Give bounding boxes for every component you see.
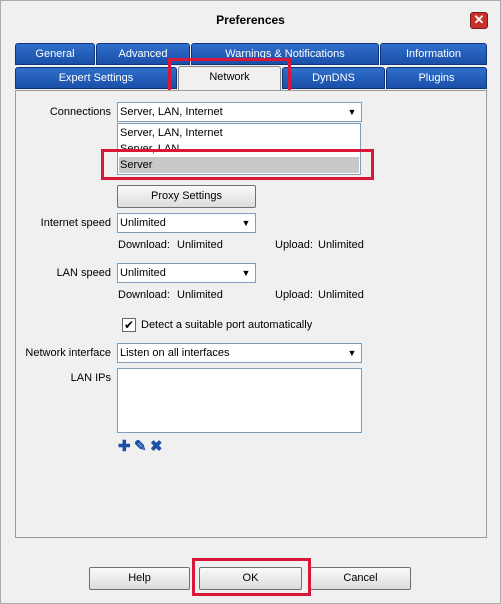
lan-speed-label: LAN speed: [56, 267, 111, 279]
chevron-down-icon[interactable]: ▼: [347, 107, 357, 117]
internet-download-value: Unlimited: [177, 239, 223, 251]
server-option-highlight: [101, 149, 374, 180]
checkmark-icon: ✔: [123, 318, 135, 332]
tab-general[interactable]: General: [15, 43, 95, 65]
internet-upload-label: Upload:: [275, 239, 313, 251]
connections-label: Connections: [49, 106, 111, 118]
detect-port-label: Detect a suitable port automatically: [141, 319, 313, 331]
tab-warnings-notifications[interactable]: Warnings & Notifications: [191, 43, 379, 65]
lan-upload-label: Upload:: [275, 289, 313, 301]
lan-download-label: Download:: [118, 289, 170, 301]
tab-dyndns[interactable]: DynDNS: [282, 67, 385, 89]
lan-upload-value: Unlimited: [318, 289, 364, 301]
network-interface-select[interactable]: [117, 343, 362, 363]
edit-icon[interactable]: ✎: [134, 438, 147, 455]
add-icon[interactable]: ✚: [118, 438, 131, 455]
internet-speed-select[interactable]: [117, 213, 256, 233]
tab-plugins[interactable]: Plugins: [386, 67, 487, 89]
lan-ips-label: LAN IPs: [70, 372, 111, 384]
lan-speed-value: Unlimited: [120, 267, 166, 279]
connections-option-selected[interactable]: Server: [119, 157, 359, 173]
close-icon[interactable]: ✕: [470, 12, 488, 29]
internet-upload-value: Unlimited: [318, 239, 364, 251]
proxy-settings-button[interactable]: Proxy Settings: [117, 185, 256, 208]
internet-download-label: Download:: [118, 239, 170, 251]
chevron-down-icon[interactable]: ▼: [241, 268, 251, 278]
tab-advanced[interactable]: Advanced: [96, 43, 190, 65]
cancel-button[interactable]: Cancel: [310, 567, 411, 590]
help-button[interactable]: Help: [89, 567, 190, 590]
tab-expert-settings[interactable]: Expert Settings: [15, 67, 177, 89]
connections-option[interactable]: Server, LAN, Internet: [120, 127, 223, 139]
connections-select[interactable]: [117, 102, 362, 122]
ok-button[interactable]: OK: [199, 567, 302, 590]
lan-download-value: Unlimited: [177, 289, 223, 301]
ok-button-highlight: [192, 558, 311, 596]
network-interface-value: Listen on all interfaces: [120, 347, 230, 359]
lan-ips-list[interactable]: [117, 368, 362, 433]
connections-value: Server, LAN, Internet: [120, 106, 223, 118]
chevron-down-icon[interactable]: ▼: [241, 218, 251, 228]
internet-speed-value: Unlimited: [120, 217, 166, 229]
internet-speed-label: Internet speed: [40, 217, 111, 229]
remove-icon[interactable]: ✖: [150, 438, 163, 455]
window-title: Preferences: [216, 13, 285, 27]
detect-port-checkbox[interactable]: [122, 318, 136, 332]
chevron-down-icon[interactable]: ▼: [347, 348, 357, 358]
tab-network[interactable]: Network: [178, 66, 281, 90]
network-interface-label: Network interface: [25, 347, 111, 359]
tab-information[interactable]: Information: [380, 43, 487, 65]
connections-option[interactable]: Server, LAN: [120, 143, 180, 155]
lan-speed-select[interactable]: [117, 263, 256, 283]
